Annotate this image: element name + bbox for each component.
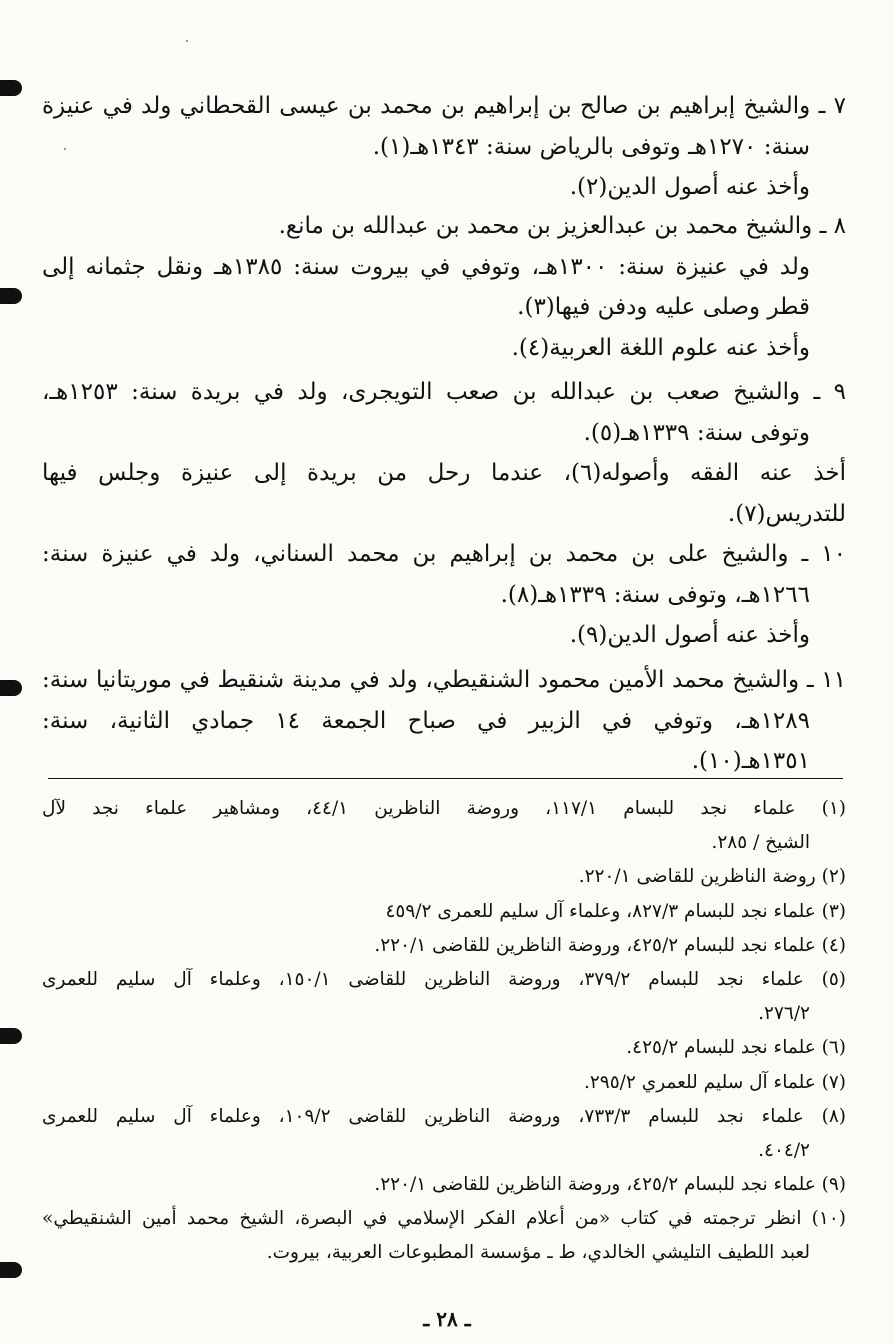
entry-line: ١٢٨٩هـ، وتوفي في الزبير في صباح الجمعة ١٤ جمادي الثانية، سنة:: [42, 707, 810, 734]
entry-line: ولد في عنيزة سنة: ١٣٠٠هـ، وتوفي في بيروت سنة: ١٣٨٥هـ ونقل جثمانه إلى: [42, 253, 810, 280]
scan-dust: [186, 40, 188, 42]
entry-line: وأخذ عنه أصول الدين(٩).: [569, 622, 810, 648]
footnote-line: (١٠) انظر ترجمته في كتاب «من أعلام الفكر الإسلامي في البصرة، الشيخ محمد أمين الشنقيطي»: [42, 1208, 846, 1230]
scan-edge-mark: [0, 680, 22, 696]
scan-edge-mark: [0, 288, 22, 304]
entry-line: وأخذ عنه أصول الدين(٢).: [569, 174, 810, 200]
entry-9: [42, 372, 846, 534]
footnote-line: (٥) علماء نجد للبسام ٣٧٩/٢، وروضة الناظرين للقاضى ١٥٠/١، وعلماء آل سليم للعمرى: [42, 968, 846, 990]
entry-line: ١٢٦٦هـ، وتوفى سنة: ١٣٣٩هـ(٨).: [500, 581, 810, 608]
entry-line: ٨ ـ والشيخ محمد بن عبدالعزيز بن محمد بن عبدالله بن مانع.: [278, 213, 846, 239]
footnote-line: (٩) علماء نجد للبسام ٤٢٥/٢، وروضة الناظرين للقاضى ٢٢٠/١.: [374, 1174, 846, 1196]
footnote-line: (٢) روضة الناظرين للقاضى ٢٢٠/١.: [578, 866, 846, 888]
scan-edge-mark: [0, 1028, 22, 1044]
page-number: ـ ٢٨ ـ: [423, 1307, 471, 1331]
footnote-line: (٤) علماء نجد للبسام ٤٢٥/٢، وروضة الناظرين للقاضى ٢٢٠/١.: [374, 934, 846, 956]
entry-8: [42, 206, 846, 368]
entry-line: قطر وصلى عليه ودفن فيها(٣).: [517, 294, 810, 320]
scan-edge-mark: [0, 80, 22, 96]
footnote-line: (٨) علماء نجد للبسام ٧٣٣/٣، وروضة الناظرين للقاضى ١٠٩/٢، وعلماء آل سليم للعمرى: [42, 1105, 846, 1127]
entry-line: ١٣٥١هـ(١٠).: [691, 748, 810, 774]
entry-10: [42, 534, 846, 656]
entry-line: ٩ ـ والشيخ صعب بن عبدالله بن صعب التويجرى، ولد في بريدة سنة: ١٢٥٣هـ،: [42, 379, 846, 405]
entry-line: ٧ ـ والشيخ إبراهيم بن صالح بن إبراهيم بن محمد بن عيسى القحطاني ولد في عنيزة: [42, 93, 846, 119]
entry-line: ١٠ ـ والشيخ على بن محمد بن إبراهيم بن محمد السناني، ولد في عنيزة سنة:: [42, 541, 846, 567]
entry-line: سنة: ١٢٧٠هـ وتوفى بالرياض سنة: ١٣٤٣هـ(١).: [372, 133, 810, 160]
entry-line: وتوفى سنة: ١٣٣٩هـ(٥).: [583, 419, 810, 446]
footnote-line: لعبد اللطيف التليشي الخالدي، ط ـ مؤسسة المطبوعات العربية، بيروت.: [266, 1242, 810, 1264]
entry-11: [42, 660, 846, 782]
entry-line: وأخذ عنه علوم اللغة العربية(٤).: [511, 334, 810, 361]
footnote-line: ٢٧٦/٢.: [758, 1003, 810, 1025]
entry-line: ١١ ـ والشيخ محمد الأمين محمود الشنقيطي، ولد في مدينة شنقيط في موريتانيا سنة:: [42, 667, 846, 693]
footnote-line: الشيخ / ٢٨٥.: [711, 832, 810, 854]
entry-7: [42, 86, 846, 208]
footnote-line: (٦) علماء نجد للبسام ٤٢٥/٢.: [626, 1037, 846, 1059]
footnote-line: (١) علماء نجد للبسام ١١٧/١، وروضة الناظرين ٤٤/١، ومشاهير علماء نجد لآل: [42, 798, 846, 819]
entry-line: أخذ عنه الفقه وأصوله(٦)، عندما رحل من بريدة إلى عنيزة وجلس فيها: [42, 460, 846, 486]
footnote-line: (٣) علماء نجد للبسام ٨٢٧/٣، وعلماء آل سليم للعمرى ٤٥٩/٢: [385, 900, 846, 922]
entry-line: للتدريس(٧).: [727, 500, 846, 527]
footnote-line: ٤٠٤/٢.: [758, 1139, 810, 1161]
footnotes: [42, 792, 846, 1271]
footnote-separator: [48, 778, 843, 779]
footnote-line: (٧) علماء آل سليم للعمري ٢٩٥/٢.: [583, 1071, 846, 1093]
scan-edge-mark: [0, 1262, 22, 1278]
